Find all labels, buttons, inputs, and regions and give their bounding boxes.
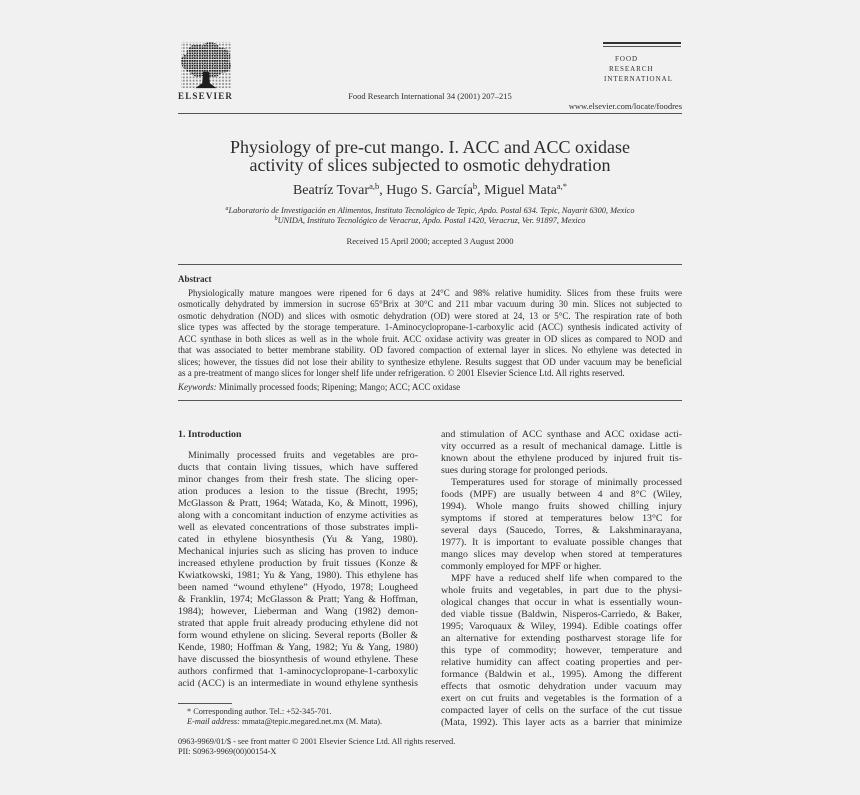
text-line: increased ethylene production by fruit tissues (Konze & bbox=[178, 558, 418, 569]
author-affiliation-sup: b bbox=[472, 181, 478, 191]
section-heading: 1. Introduction bbox=[178, 429, 242, 440]
affiliation-text: UNIDA, Instituto Tecnológico de Veracruz, Apdo. Postal 1420, Veracruz, Ver. 91897, Mexico bbox=[277, 216, 586, 225]
footnote-rule bbox=[178, 703, 232, 704]
text-line: Kende, 1980; Hoffman & Yang, 1982; Yu & Yang, 1980) bbox=[178, 642, 418, 653]
affiliation-sup: b bbox=[274, 216, 278, 222]
text-line: whole fruits and vegetables, in part due to the physi- bbox=[441, 585, 682, 596]
text-line: been named “wound ethylene” (Hyodo, 1978; Lougheed bbox=[178, 582, 418, 593]
text-line: formance (Baldwin et al., 1995). Among the different bbox=[441, 669, 682, 680]
text-line: have discussed the biosynthesis of wound ethylene. These bbox=[178, 654, 418, 665]
journal-logo-line: INTERNATIONAL bbox=[604, 75, 673, 83]
section-rule bbox=[178, 264, 682, 265]
text-line: commonly employed for MPF or higher. bbox=[441, 561, 602, 572]
text-line: vity occurred as a result of mechanical damage. Little is bbox=[441, 441, 682, 452]
affiliation-sup: a bbox=[225, 206, 229, 212]
author-list bbox=[178, 183, 682, 199]
publisher-wordmark: ELSEVIER bbox=[178, 91, 234, 101]
journal-url: www.elsevier.com/locate/foodres bbox=[568, 101, 682, 111]
article-title bbox=[178, 138, 682, 174]
text-line: acid (ACC) is an intermediate in wound ethylene synthesis bbox=[178, 678, 418, 689]
text-line: several days (Saucedo, Torres, & Lakshminarayana, bbox=[441, 525, 682, 536]
text-line: ACC synthase in both slices as well as in the whole fruit. ACC oxidase activity was greater in OD slices as compared to NOD and bbox=[178, 333, 682, 344]
text-line: Physiologically mature mangoes were ripened for 6 days at 24°C and 98% relative humidity. Slices from these fruits were bbox=[188, 288, 682, 298]
text-line: cated in ethylene biosynthesis (Yu & Yang, 1980). bbox=[178, 534, 418, 545]
left-column bbox=[178, 450, 418, 690]
text-line: effects that osmotic dehydration under vacuum may bbox=[441, 681, 682, 692]
journal-logo bbox=[603, 40, 681, 86]
author-separator: , bbox=[477, 183, 485, 198]
author-name: Miguel Mata bbox=[484, 183, 557, 198]
text-line: 1984); however, Lieberman and Wang (1982) demon- bbox=[178, 606, 418, 617]
text-line: foods (MPF) are usually between 4 and 8°C (Wiley, bbox=[441, 489, 682, 500]
text-line: McGlasson & Pratt, 1964; Watada, Ko, & Minott, 1996), bbox=[178, 498, 418, 509]
footnote-email-label: E-mail address: bbox=[187, 717, 240, 726]
abstract-heading: Abstract bbox=[178, 274, 212, 284]
affiliation-line bbox=[178, 206, 682, 216]
abstract-text bbox=[178, 288, 682, 379]
author-affiliation-sup: a,b bbox=[369, 181, 380, 191]
text-line: and stimulation of ACC synthase and ACC oxidase acti- bbox=[441, 429, 682, 440]
text-line: that was associated to better membrane stability. OD favored compaction of external layer in slices. No ethylene was detected in bbox=[178, 345, 682, 356]
text-line: ological changes that occur in what is essentially woun- bbox=[441, 597, 682, 608]
text-line: ducts that contain living tissues, which have suffered bbox=[178, 462, 418, 473]
author-affiliation-sup: a,* bbox=[556, 181, 568, 191]
text-line: along with a concomitant induction of enzyme activities as bbox=[178, 510, 418, 521]
text-line: compacted layer of cells on the surface of the cut tissue bbox=[441, 705, 682, 716]
author-name: Beatríz Tovar bbox=[292, 183, 370, 198]
footnote-corresponding: * Corresponding author. Tel.: +52-345-701. bbox=[187, 707, 332, 716]
footnote-email bbox=[187, 717, 382, 727]
affiliations bbox=[178, 206, 682, 226]
footnote-email-address: mmata@tepic.megared.net.mx (M. Mata). bbox=[242, 717, 383, 726]
journal-logo-line: RESEARCH bbox=[609, 65, 654, 73]
text-line: known about the ethylene produced by injured fruit tis- bbox=[441, 453, 682, 464]
text-line: MPF have a reduced shelf life when compared to the bbox=[451, 573, 682, 584]
text-line: Temperatures used for storage of minimally processed bbox=[451, 477, 682, 488]
keywords bbox=[178, 381, 460, 393]
author-separator: , bbox=[379, 183, 387, 198]
text-line: authors confirmed that 1-aminocyclopropane-1-carboxylic bbox=[178, 666, 418, 677]
text-line: an alternative for extending postharvest storage life for bbox=[441, 633, 682, 644]
header-rule bbox=[178, 113, 682, 114]
front-matter: 0963-9969/01/$ - see front matter © 2001 Elsevier Science Ltd. All rights reserved. bbox=[178, 737, 456, 746]
journal-citation: Food Research International 34 (2001) 207–215 bbox=[348, 91, 512, 101]
section-rule bbox=[178, 400, 682, 401]
text-line: osmotic dehydration (NOD) and slices with osmotic dehydration (OD) were stored at 24, 13 or 5°C. The respiration rate of both bbox=[178, 310, 682, 321]
text-line: Mechanical injuries such as slicing has proven to induce bbox=[178, 546, 418, 557]
right-column bbox=[441, 429, 682, 729]
author-name: Hugo S. García bbox=[386, 183, 473, 198]
text-line: as a pre-treatment of mango slices for longer shelf life under refrigeration. © 2001 Elsevier Science Ltd. All rights reserved. bbox=[178, 367, 625, 378]
text-line: 1977). It is important to evaluate possible changes that bbox=[441, 537, 682, 548]
text-line: relative humidity can affect coating properties and per- bbox=[441, 657, 682, 668]
text-line: this type of commodity; however, temperature and bbox=[441, 645, 682, 656]
text-line: 1995; Varoquaux & Wiley, 1994). Edible coatings offer bbox=[441, 621, 682, 632]
text-line: ded viable tissue (Baldwin, Nisperos-Carriedo, & Baker, bbox=[441, 609, 682, 620]
text-line: well as elevated concentrations of those substrates impli- bbox=[178, 522, 418, 533]
text-line: & Franklin, 1974; McGlasson & Pratt; Yang & Hoffman, bbox=[178, 594, 418, 605]
received-dates: Received 15 April 2000; accepted 3 August 2000 bbox=[346, 236, 514, 246]
title-line: Physiology of pre-cut mango. I. ACC and ACC oxidase bbox=[230, 137, 630, 157]
title-line: activity of slices subjected to osmotic dehydration bbox=[249, 155, 611, 175]
text-line: osmotically dehydrated by immersion in sucrose 65°Brix at 30°C and 211 mbar vacuum during 30 min. Slices not subjected to bbox=[178, 299, 682, 310]
text-line: symptoms if stored at temperatures below 13°C for bbox=[441, 513, 682, 524]
text-line: 1994). Whole mango fruits showed chilling injury bbox=[441, 501, 682, 512]
pii-line: PII: S0963-9969(00)00154-X bbox=[178, 747, 277, 756]
text-line: ation produces a lesion to the tissue (Brecht, 1995; bbox=[178, 486, 418, 497]
text-line: strated that apple fruit already producing ethylene did not bbox=[178, 618, 418, 629]
affiliation-line bbox=[178, 216, 682, 226]
journal-logo-rule bbox=[603, 46, 681, 47]
text-line: minor changes from their fresh state. The slicing oper- bbox=[178, 474, 418, 485]
text-line: Minimally processed fruits and vegetables are pro- bbox=[188, 450, 418, 461]
text-line: (Mata, 1992). This layer acts as a barrier that minimize bbox=[441, 717, 682, 728]
journal-logo-line: FOOD bbox=[615, 55, 639, 63]
keywords-text: Minimally processed foods; Ripening; Mango; ACC; ACC oxidase bbox=[218, 382, 461, 392]
text-line: exert on cut fruits and vegetables is the formation of a bbox=[441, 693, 682, 704]
text-line: mango slices may develop when stored at temperatures bbox=[441, 549, 682, 560]
text-line: sues during storage for prolonged periods. bbox=[441, 465, 608, 476]
affiliation-text: Laboratorio de Investigación en Alimentos, Instituto Tecnológico de Tepic, Apdo. Postal 634. Tepic, Nayarit 6300, Mexico bbox=[228, 206, 635, 215]
text-line: slices; however, the tissues did not lose their ability to synthesize ethylene. Results suggest that OD under vacuum may be beneficial bbox=[178, 356, 682, 367]
journal-logo-rule bbox=[603, 42, 681, 44]
keywords-label: Keywords: bbox=[178, 382, 217, 392]
text-line: slice types was affected by the storage temperature. 1-Aminocyclopropane-1-carboxylic acid (ACC) synthesis indicated activity of bbox=[178, 322, 682, 333]
elsevier-tree-logo bbox=[178, 40, 234, 90]
text-line: form wound ethylene on slicing. Several reports (Boller & bbox=[178, 630, 418, 641]
text-line: Kwiatkowski, 1981; Yu & Yang, 1980). This ethylene has bbox=[178, 570, 418, 581]
